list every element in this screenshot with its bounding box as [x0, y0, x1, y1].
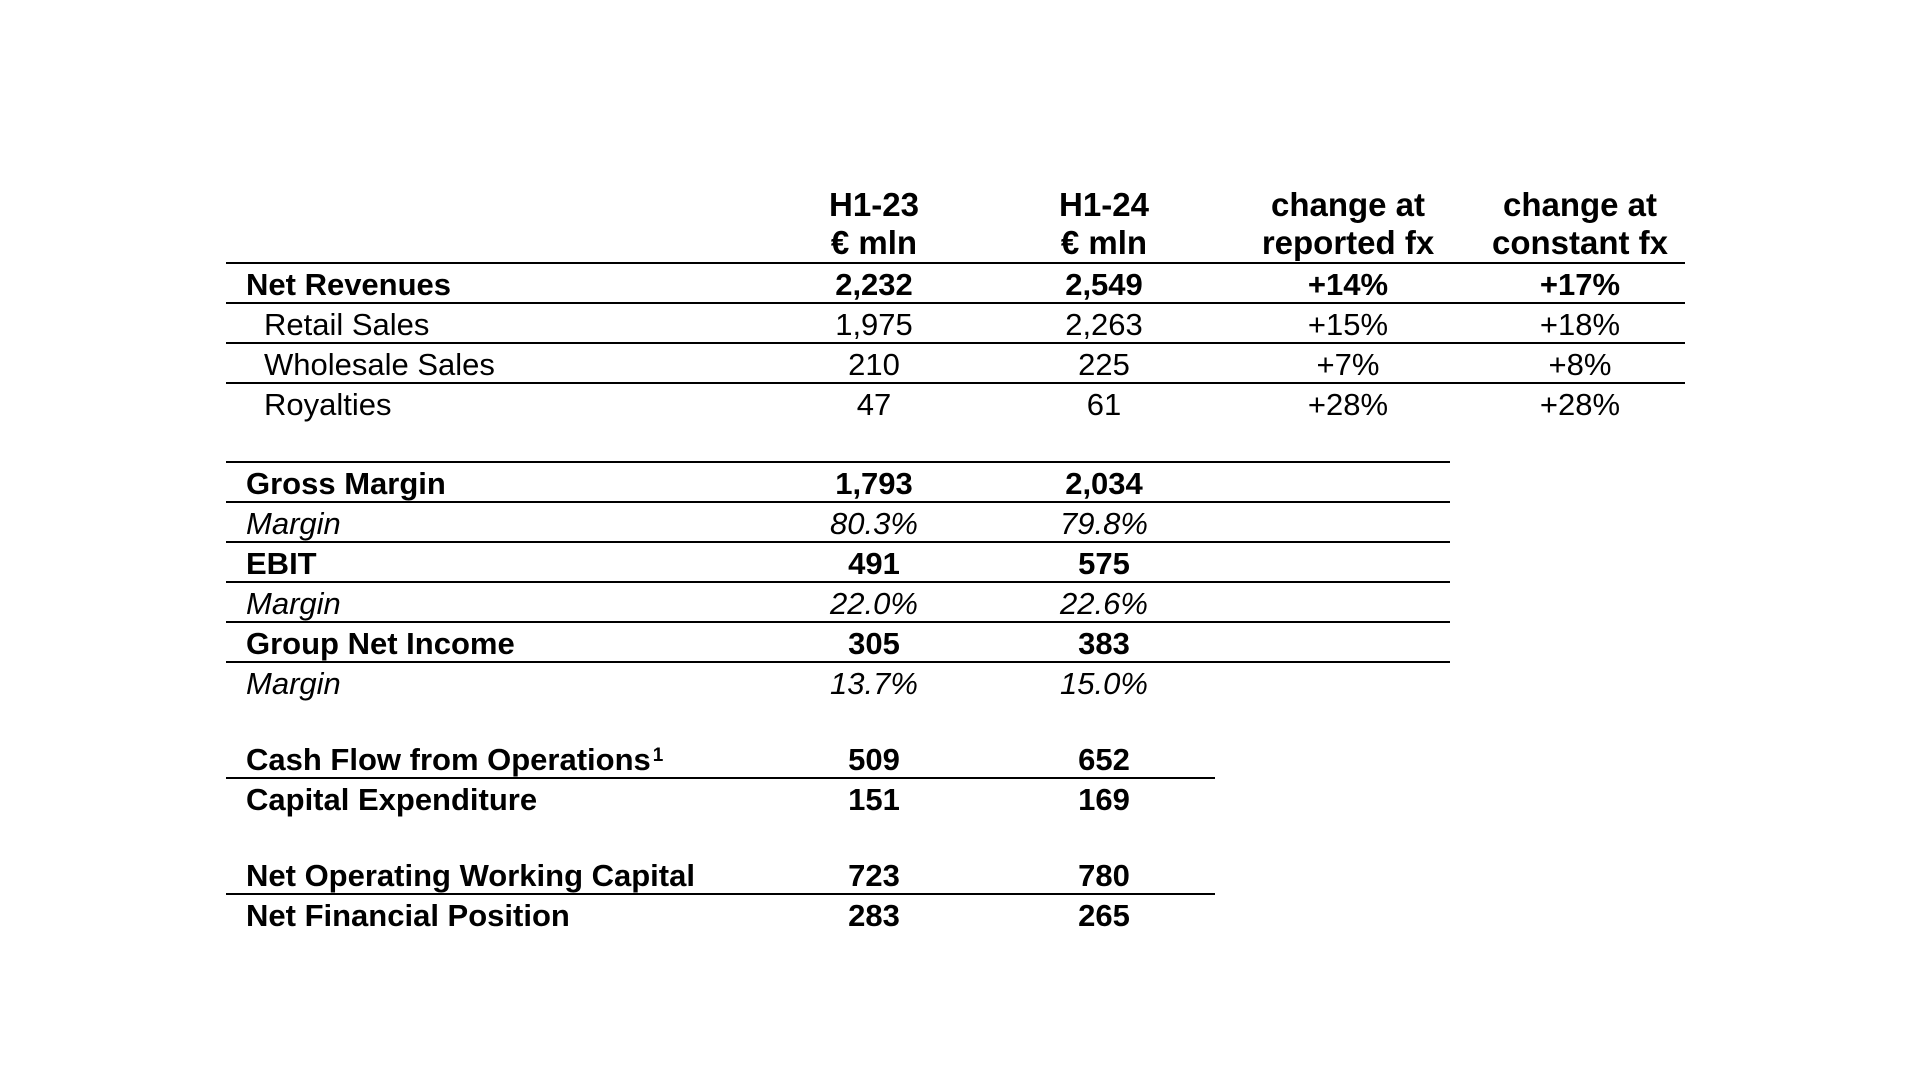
table-row-retail-sales	[0, 305, 1920, 345]
header-change-reported-line1: change at	[1270, 186, 1426, 223]
value-change-reported: +14%	[1307, 267, 1389, 302]
value-change-reported: +7%	[1316, 347, 1380, 382]
rule-cash-flow-operations	[226, 777, 1215, 779]
rule-net-operating-working-capital	[226, 893, 1215, 895]
header-h1-23-unit: € mln	[830, 224, 918, 261]
row-label	[246, 740, 663, 780]
table-row-net-income-margin-pct	[0, 664, 1920, 704]
value-h1-24: 61	[1086, 387, 1122, 422]
table-row-wholesale-sales	[0, 345, 1920, 385]
value-h1-23: 283	[848, 898, 900, 933]
value-h1-24: 652	[1078, 742, 1130, 777]
value-h1-24: 780	[1078, 858, 1130, 893]
row-label: Wholesale Sales	[264, 347, 495, 382]
value-h1-24: 2,263	[1065, 307, 1143, 342]
value-h1-24: 169	[1078, 782, 1130, 817]
row-label: Net Operating Working Capital	[246, 858, 695, 893]
row-label: Net Financial Position	[246, 898, 570, 933]
table-row-net-financial-position	[0, 896, 1920, 936]
rule-ebit	[226, 581, 1450, 583]
row-label: Margin	[246, 666, 341, 701]
row-label: Net Revenues	[246, 267, 452, 302]
row-label-text: Cash Flow from Operations	[246, 742, 651, 777]
value-change-reported: +28%	[1307, 387, 1389, 422]
value-h1-24: 22.6%	[1060, 586, 1148, 621]
rule-header	[226, 262, 1685, 264]
table-row-net-revenues	[0, 265, 1920, 305]
row-label: EBIT	[246, 546, 317, 581]
value-change-constant: +17%	[1539, 267, 1621, 302]
header-h1-24-period: H1-24	[1059, 186, 1149, 223]
value-h1-24: 575	[1078, 546, 1130, 581]
header-change-constant	[1486, 186, 1674, 262]
value-h1-23: 47	[856, 387, 892, 422]
value-h1-23: 2,232	[835, 267, 913, 302]
rule-gross-margin-pct	[226, 541, 1450, 543]
header-change-constant-line1: change at	[1502, 186, 1658, 223]
row-label: Margin	[246, 506, 341, 541]
value-h1-23: 305	[848, 626, 900, 661]
value-change-constant: +18%	[1539, 307, 1621, 342]
value-h1-23: 13.7%	[830, 666, 918, 701]
table-row-net-operating-working-capital	[0, 856, 1920, 896]
header-h1-24-unit: € mln	[1060, 224, 1148, 261]
table-row-royalties	[0, 385, 1920, 425]
footnote-marker: 1	[652, 745, 664, 766]
value-h1-23: 1,975	[835, 307, 913, 342]
value-change-constant: +28%	[1539, 387, 1621, 422]
rule-retail-sales	[226, 342, 1685, 344]
rule-group-net-income	[226, 661, 1450, 663]
table-row-gross-margin	[0, 464, 1920, 504]
value-h1-24: 79.8%	[1060, 506, 1148, 541]
value-h1-24: 2,034	[1065, 466, 1143, 501]
value-h1-24: 2,549	[1065, 267, 1143, 302]
rule-top-gross-margin	[226, 461, 1450, 463]
value-h1-24: 15.0%	[1060, 666, 1148, 701]
value-h1-23: 80.3%	[830, 506, 918, 541]
table-row-ebit-margin-pct	[0, 584, 1920, 624]
row-label: Gross Margin	[246, 466, 446, 501]
row-label: Capital Expenditure	[246, 782, 538, 817]
header-change-reported-line2: reported fx	[1261, 224, 1435, 261]
rule-gross-margin	[226, 501, 1450, 503]
row-label: Royalties	[264, 387, 392, 422]
value-h1-24: 225	[1078, 347, 1130, 382]
value-h1-23: 1,793	[835, 466, 913, 501]
value-h1-23: 491	[848, 546, 900, 581]
value-h1-23: 151	[848, 782, 900, 817]
rule-wholesale-sales	[226, 382, 1685, 384]
value-h1-23: 723	[848, 858, 900, 893]
value-h1-24: 265	[1078, 898, 1130, 933]
row-label: Retail Sales	[264, 307, 430, 342]
table-row-cash-flow-operations	[0, 740, 1920, 780]
table-row-gross-margin-pct	[0, 504, 1920, 544]
value-h1-23: 210	[848, 347, 900, 382]
header-h1-23	[812, 186, 936, 262]
header-change-constant-line2: constant fx	[1491, 224, 1669, 261]
rule-net-revenues	[226, 302, 1685, 304]
value-change-constant: +8%	[1548, 347, 1612, 382]
value-h1-24: 383	[1078, 626, 1130, 661]
table-row-group-net-income	[0, 624, 1920, 664]
value-change-reported: +15%	[1307, 307, 1389, 342]
header-change-reported	[1254, 186, 1442, 262]
header-h1-24	[1042, 186, 1166, 262]
table-row-ebit	[0, 544, 1920, 584]
row-label: Group Net Income	[246, 626, 515, 661]
value-h1-23: 22.0%	[830, 586, 918, 621]
table-row-capital-expenditure	[0, 780, 1920, 820]
row-label: Margin	[246, 586, 341, 621]
rule-ebit-margin-pct	[226, 621, 1450, 623]
header-h1-23-period: H1-23	[829, 186, 919, 223]
value-h1-23: 509	[848, 742, 900, 777]
